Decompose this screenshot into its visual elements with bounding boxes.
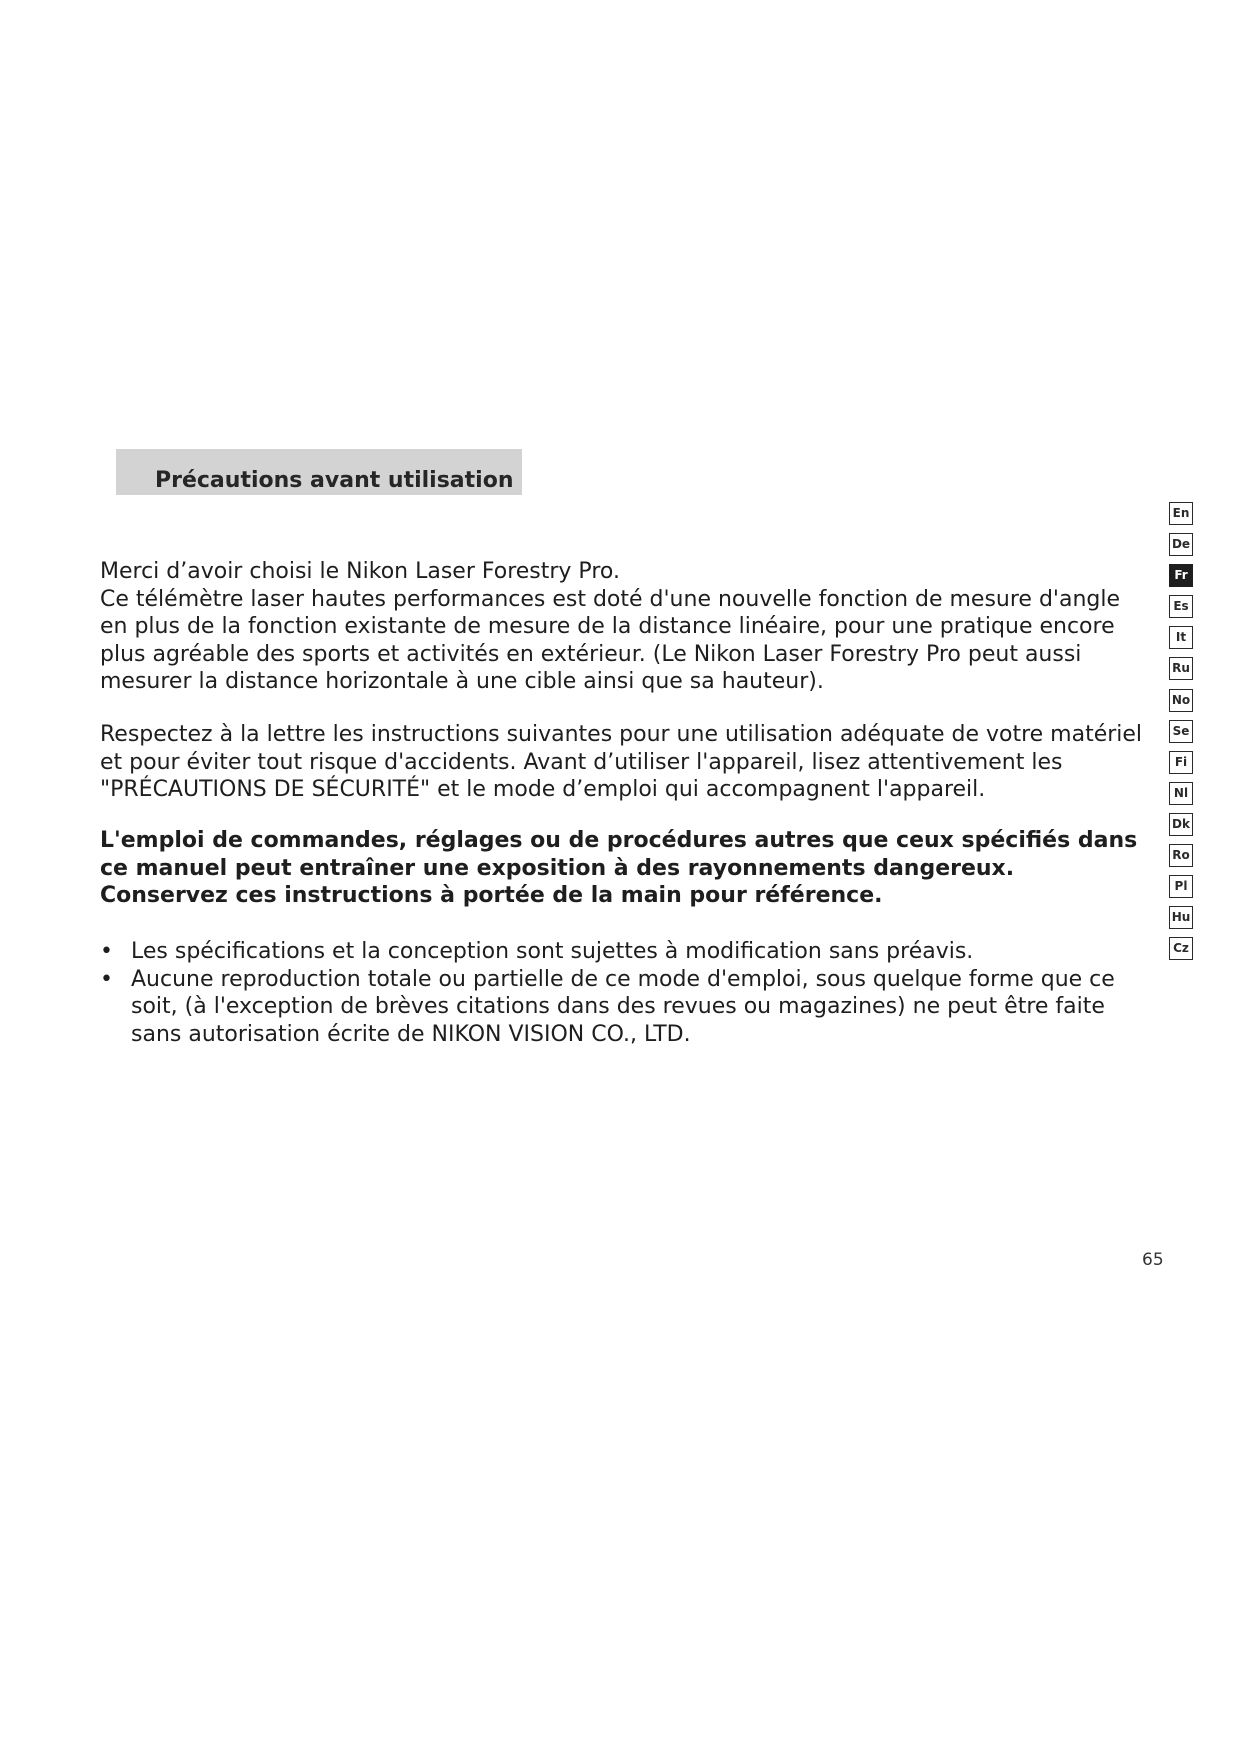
intro-paragraph [100,558,1152,696]
warning-line: Conservez ces instructions à portée de la main pour référence. [100,883,883,908]
language-tab-pl[interactable]: Pl [1169,875,1193,898]
language-tab-de[interactable]: De [1169,533,1193,556]
language-tab-se[interactable]: Se [1169,720,1193,743]
list-item-text: Aucune reproduction totale ou partielle de ce mode d'emploi, sous quelque forme que ce soit, (à l'exception de brèves citations dans des revues ou magazines) ne peut être faite sans autorisation écrite de NIKON VISION CO., LTD. [131,966,1115,1047]
section-title: Précautions avant utilisation [155,468,514,493]
language-tab-no[interactable]: No [1169,689,1193,712]
language-tab-en[interactable]: En [1169,502,1193,525]
language-tab-it[interactable]: It [1169,626,1193,649]
notes-list [100,938,1152,1048]
language-tab-ru[interactable]: Ru [1169,657,1193,680]
bullet-icon: • [100,966,113,992]
warning-paragraph [100,827,1152,910]
list-item [100,938,1152,966]
intro-line: Merci d’avoir choisi le Nikon Laser Forestry Pro. [100,559,620,584]
language-tab-cz[interactable]: Cz [1169,937,1193,960]
list-item-text: Les spécifications et la conception sont sujettes à modification sans préavis. [131,939,974,964]
language-tab-dk[interactable]: Dk [1169,813,1193,836]
language-tab-nl[interactable]: Nl [1169,782,1193,805]
instructions-paragraph [100,721,1152,804]
language-tabs [1169,502,1193,968]
language-tab-es[interactable]: Es [1169,595,1193,618]
warning-line: L'emploi de commandes, réglages ou de procédures autres que ceux spécifiés dans ce manuel peut entraîner une exposition à des rayonnements dangereux. [100,828,1138,881]
section-header [116,449,522,495]
instructions-text: Respectez à la lettre les instructions suivantes pour une utilisation adéquate de votre matériel et pour éviter tout risque d'accidents. Avant d’utiliser l'appareil, lisez attentivement les "PRÉCAUTIONS DE SÉCURITÉ" et le mode d’emploi qui accompagnent l'appareil. [100,722,1143,802]
language-tab-hu[interactable]: Hu [1169,906,1193,929]
list-item [100,966,1152,1049]
bullet-icon: • [100,939,113,964]
page-number: 65 [1142,1250,1164,1270]
language-tab-fr[interactable]: Fr [1169,564,1193,587]
language-tab-ro[interactable]: Ro [1169,844,1193,867]
language-tab-fi[interactable]: Fi [1169,751,1193,774]
intro-line: Ce télémètre laser hautes performances est doté d'une nouvelle fonction de mesure d'angle en plus de la fonction existante de mesure de la distance linéaire, pour une pratique encore plus agréable des sports et activités en extérieur. (Le Nikon Laser Forestry Pro peut aussi mesurer la distance horizontale à une cible ainsi que sa hauteur). [100,586,1121,694]
